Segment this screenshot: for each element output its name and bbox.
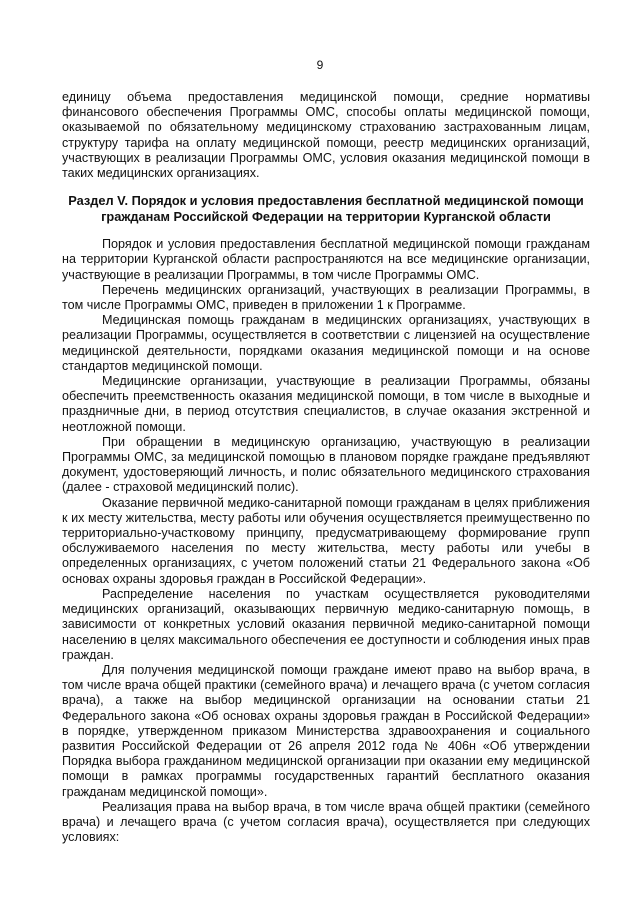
section-paragraph: Медицинская помощь гражданам в медицинских организациях, участвующих в реализации Программы, осуществляется в соответствии с лицензией на осуществление медицинской деятельности, порядками оказания медицинской помощи и на основе стандартов медицинской помощи. — [62, 313, 590, 373]
section-paragraph: Медицинские организации, участвующие в реализации Программы, обязаны обеспечить преемственность оказания медицинской помощи, в том числе в выходные и праздничные дни, в период отсутствия специалистов, в случае оказания экстренной и неотложной помощи. — [62, 374, 590, 434]
section-paragraph: Оказание первичной медико-санитарной помощи гражданам в целях приближения к их месту жительства, месту работы или обучения осуществляется преимущественно по территориально-участковому принципу, предусматривающему формирование групп обслуживаемого населения по месту жительства, месту работы или учебы в определенных организациях, с учетом положений статьи 21 Федерального закона «Об основах охраны здоровья граждан в Российской Федерации». — [62, 495, 590, 586]
section-heading: Раздел V. Порядок и условия предоставления бесплатной медицинской помощи гражданам Российской Федерации на территории Курганской области — [68, 193, 584, 225]
section-paragraph: Порядок и условия предоставления бесплатной медицинской помощи гражданам на территории Курганской области распространяются на все медицинские организации, участвующие в реализации Программы, в том числе Программы ОМС. — [62, 237, 590, 282]
section-paragraph: Реализация права на выбор врача, в том числе врача общей практики (семейного врача) и лечащего врача (с учетом согласия врача), осуществляется при следующих условиях: — [62, 799, 590, 845]
document-body — [62, 90, 590, 845]
section-paragraph: При обращении в медицинскую организацию, участвующую в реализации Программы ОМС, за медицинской помощью в плановом порядке граждане предъявляют документ, удостоверяющий личность, и полис обязательного медицинского страхования (далее - страховой медицинский полис). — [62, 434, 590, 495]
section-paragraph: Распределение населения по участкам осуществляется руководителями медицинских организаций, оказывающих первичную медико-санитарную помощь, в зависимости от конкретных условий оказания первичной медико-санитарной помощи населению в целях максимального обеспечения ее доступности и соблюдения иных прав граждан. — [62, 586, 590, 662]
intro-paragraph: единицу объема предоставления медицинской помощи, средние нормативы финансового обеспечения Программы ОМС, способы оплаты медицинской помощи, оказываемой по обязательному медицинскому страхованию застрахованным лицам, структуру тарифа на оплату медицинской помощи, реестр медицинских организаций, участвующих в реализации Программы ОМС, условия оказания медицинской помощи в таких медицинских организациях. — [62, 90, 590, 181]
page-number: 9 — [316, 58, 324, 72]
section-paragraph: Для получения медицинской помощи граждане имеют право на выбор врача, в том числе врача общей практики (семейного врача) и лечащего врача (с учетом согласия врача), а также на выбор медицинской организации на основании статьи 21 Федерального закона «Об основах охраны здоровья граждан в Российской Федерации» в порядке, утвержденном приказом Министерства здравоохранения и социального развития Российской Федерации от 26 апреля 2012 года № 406н «Об утверждении Порядка выбора гражданином медицинской организации при оказании ему медицинской помощи в рамках программы государственных гарантий бесплатного оказания гражданам медицинской помощи». — [62, 662, 590, 799]
section-paragraph: Перечень медицинских организаций, участвующих в реализации Программы, в том числе Программы ОМС, приведен в приложении 1 к Программе. — [62, 282, 590, 313]
